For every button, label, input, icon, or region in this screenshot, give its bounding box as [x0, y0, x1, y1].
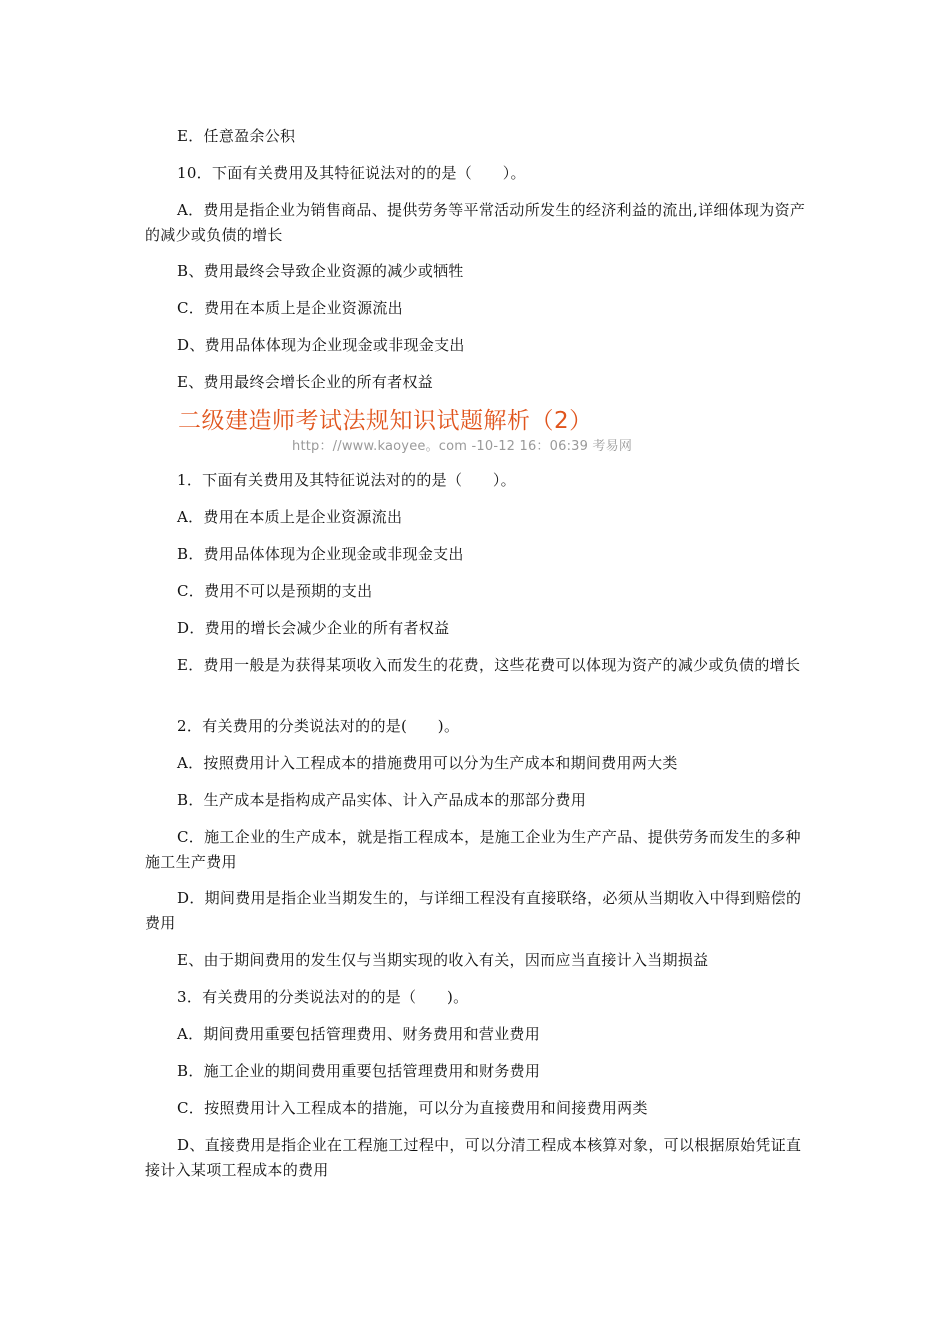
question-2: 2．有关费用的分类说法对的的是( )。 — [177, 717, 460, 735]
article-title: 二级建造师考试法规知识试题解析（2） — [178, 408, 593, 434]
option-3d: D、直接费用是指企业在工程施工过程中，可以分清工程成本核算对象，可以根据原始凭证直接计入某项工程成本的费用 — [145, 1136, 802, 1179]
option-1e: E．费用一般是为获得某项收入而发生的花费，这些花费可以体现为资产的减少或负债的增长 — [177, 656, 801, 674]
option-2c: C．施工企业的生产成本，就是指工程成本，是施工企业为生产产品、提供劳务而发生的多种施工生产费用 — [145, 828, 801, 871]
option-2d: D．期间费用是指企业当期发生的，与详细工程没有直接联络，必须从当期收入中得到赔偿的费用 — [145, 889, 802, 932]
option-1d: D．费用的增长会减少企业的所有者权益 — [177, 619, 450, 637]
option-10e2: E、费用最终会增长企业的所有者权益 — [177, 373, 434, 391]
option-3a: A．期间费用重要包括管理费用、财务费用和营业费用 — [177, 1025, 541, 1043]
option-10b: B、费用最终会导致企业资源的减少或牺牲 — [177, 262, 464, 280]
option-3c: C．按照费用计入工程成本的措施，可以分为直接费用和间接费用两类 — [177, 1099, 648, 1117]
option-1b: B．费用品体体现为企业现金或非现金支出 — [177, 545, 464, 563]
question-3: 3．有关费用的分类说法对的的是（ )。 — [177, 988, 469, 1006]
question-1: 1．下面有关费用及其特征说法对的的是（ ）。 — [177, 471, 516, 489]
option-2b: B．生产成本是指构成产品实体、计入产品成本的那部分费用 — [177, 791, 587, 809]
option-10e: E．任意盈余公积 — [177, 127, 296, 145]
option-1a: A．费用在本质上是企业资源流出 — [177, 508, 403, 526]
article-source: http：//www.kaoyee。com -10-12 16：06:39 考易网 — [292, 439, 633, 454]
option-10d: D、费用品体体现为企业现金或非现金支出 — [177, 336, 465, 354]
option-10c: C．费用在本质上是企业资源流出 — [177, 299, 403, 317]
option-2a: A．按照费用计入工程成本的措施费用可以分为生产成本和期间费用两大类 — [177, 754, 678, 772]
question-10: 10．下面有关费用及其特征说法对的的是（ ）。 — [177, 164, 526, 182]
option-2e: E、由于期间费用的发生仅与当期实现的收入有关，因而应当直接计入当期损益 — [177, 951, 709, 969]
option-10a: A．费用是指企业为销售商品、提供劳务等平常活动所发生的经济利益的流出,详细体现为资产的减少或负债的增长 — [145, 201, 806, 244]
option-3b: B．施工企业的期间费用重要包括管理费用和财务费用 — [177, 1062, 541, 1080]
option-1c: C．费用不可以是预期的支出 — [177, 582, 373, 600]
